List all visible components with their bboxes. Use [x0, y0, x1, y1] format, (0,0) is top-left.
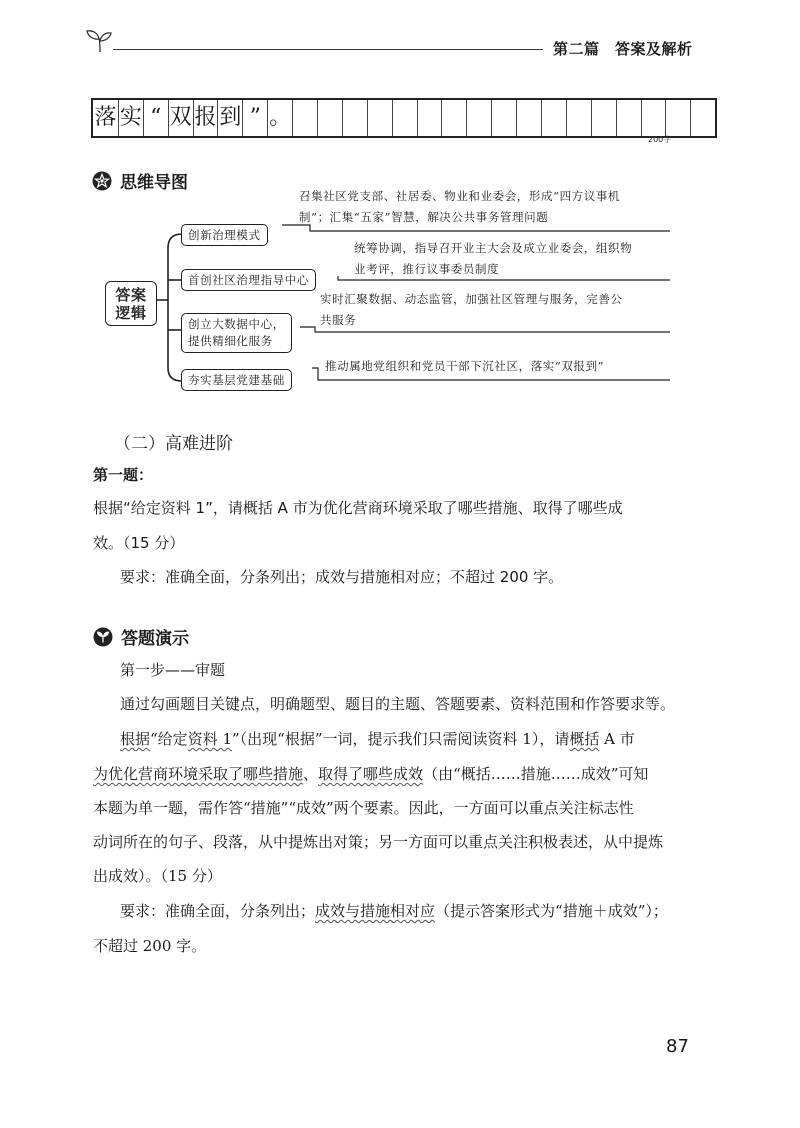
grid-cell: 到 — [217, 100, 242, 136]
demo-heading — [93, 624, 189, 649]
header-title: 第二篇 答案及解析 — [553, 40, 693, 58]
grid-count-label: 200字 — [648, 135, 672, 144]
demo-para-3-line-2: 不超过 200 字。 — [93, 937, 207, 955]
question-label: 第一题： — [93, 466, 154, 484]
demo-para-2-line-3: 本题为单一题，需作答“措施”“成效”两个要素。因此，一方面可以重点关注标志性 — [93, 799, 634, 817]
mindmap-branch-4 — [181, 369, 292, 391]
mindmap-heading-text: 思维导图 — [120, 173, 188, 193]
grid-cell: “ — [143, 100, 168, 136]
text-span: ”（出现“根据”一词，提示我们只需阅读资料 1），请 — [232, 730, 570, 748]
demo-para-3-line-1 — [120, 900, 668, 921]
grid-cell: 落 — [94, 105, 117, 130]
text-span: “给定 — [150, 730, 188, 748]
section-title: （二）高难进阶 — [114, 434, 233, 454]
page-number: 87 — [666, 1036, 689, 1057]
mindmap-branch-3-label-line2: 提供精细化服务 — [188, 334, 273, 348]
keyword-measures: 采取了哪些措施 — [198, 765, 304, 783]
mindmap-desc-3-line1: 实时汇聚数据、动态监管，加强社区管理与服务，完善公 — [320, 292, 623, 306]
mindmap-root-line1: 答案 — [115, 286, 147, 304]
mindmap-branch-1-label: 创新治理模式 — [188, 228, 261, 242]
text-span: 、 — [303, 765, 319, 783]
text-span: 要求：准确全面，分条列出； — [120, 902, 316, 920]
mindmap-desc-2-line1: 统筹协调，指导召开业主大会及成立业委会，组织物 — [354, 241, 633, 255]
demo-para-2-line-1 — [120, 728, 635, 749]
mindmap-desc-3 — [320, 289, 623, 331]
keyword-results: 取得了哪些成效 — [318, 765, 424, 783]
mindmap-desc-4 — [325, 356, 604, 377]
demo-para-2-line-2 — [93, 763, 648, 784]
grid-cell: ” — [242, 100, 267, 136]
mindmap-desc-3-line2: 共服务 — [320, 313, 357, 327]
demo-heading-text: 答题演示 — [121, 629, 189, 649]
mindmap-desc-2-line2: 业考评，推行议事委员制度 — [354, 262, 500, 276]
mindmap-desc-2 — [354, 238, 632, 280]
mindmap-branch-4-label: 夯实基层党建基础 — [188, 373, 285, 387]
text-span: （提示答案形式为“措施＋成效”）； — [435, 902, 668, 920]
grid-cell: 双 — [168, 100, 193, 136]
keyword-topic: 为优化营商环境 — [93, 765, 199, 783]
mindmap-branch-3-label-line1: 创立大数据中心， — [188, 317, 285, 331]
question-requirement: 要求：准确全面，分条列出；成效与措施相对应；不超过 200 字。 — [120, 568, 564, 586]
mindmap-branch-2-label: 首创社区治理指导中心 — [188, 273, 309, 287]
grid-cell: 报 — [193, 100, 218, 136]
mindmap-desc-4-line1: 推动属地党组织和党员干部下沉社区，落实“双报到” — [325, 359, 605, 373]
keyword-correspond: 成效与措施相对应 — [315, 902, 436, 920]
grid-cell: 实 — [118, 100, 143, 136]
question-line-1: 根据“给定资料 1”，请概括 A 市为优化营商环境采取了哪些措施、取得了哪些成 — [93, 499, 623, 517]
demo-para-1: 通过勾画题目关键点，明确题型、题目的主题、答题要素、资料范围和作答要求等。 — [120, 695, 676, 713]
mindmap-desc-1 — [299, 186, 620, 228]
demo-step: 第一步——审题 — [120, 661, 226, 679]
keyword-ziliao: 资料 1 — [187, 730, 232, 748]
text-span: （由“概括……措施……成效”可知 — [423, 765, 649, 783]
keyword-gaikuo: 概括 — [569, 730, 600, 748]
mindmap-branch-3 — [181, 313, 292, 353]
demo-para-2-line-4: 动词所在的句子、段落，从中提炼出对策；另一方面可以重点关注积极表述，从中提炼 — [93, 833, 664, 851]
mindmap-desc-1-line1: 召集社区党支部、社居委、物业和业委会，形成“四方议事机 — [299, 189, 621, 203]
question-line-2: 效。（15 分） — [93, 534, 185, 552]
keyword-genju: 根据 — [120, 730, 151, 748]
mindmap-branch-2 — [181, 269, 316, 291]
leaf-icon — [93, 627, 113, 647]
mindmap-root — [105, 281, 157, 326]
demo-para-2-line-5: 出成效）。（15 分） — [93, 867, 222, 885]
text-span: A 市 — [599, 730, 635, 748]
mindmap-desc-1-line2: 制”；汇集“五家”智慧，解决公共事务管理问题 — [299, 210, 549, 224]
grid-cell: 。 — [267, 100, 292, 136]
mindmap-branch-1 — [181, 224, 268, 246]
mindmap-root-line2: 逻辑 — [115, 304, 147, 322]
